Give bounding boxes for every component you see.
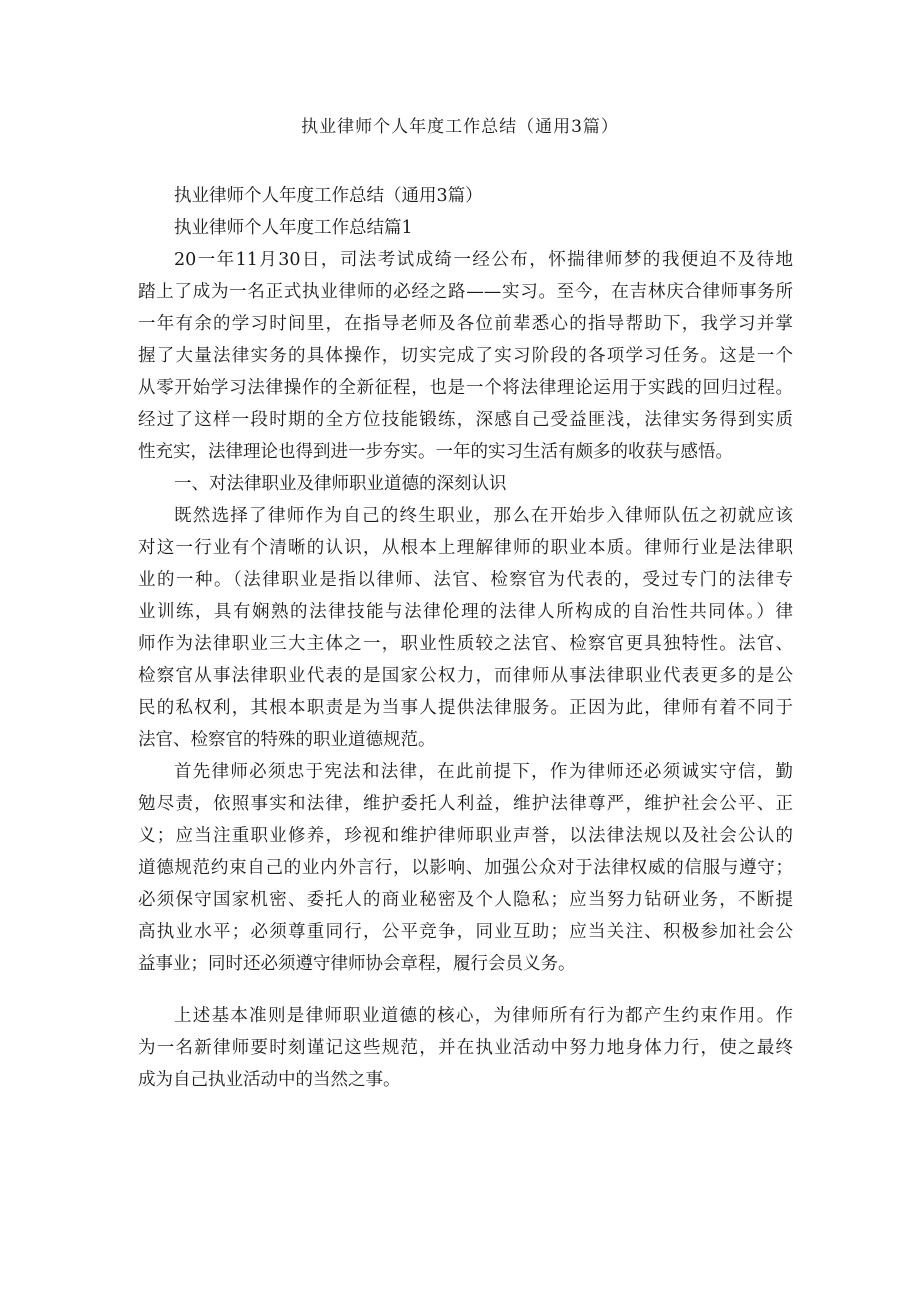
document-subtitle: 执业律师个人年度工作总结（通用3篇）: [174, 186, 483, 206]
paragraph-line: 经过了这样一段时期的全方位技能锻练，深感自己受益匪浅，法律实务得到实质: [138, 410, 793, 430]
paragraph-line: 师作为法律职业三大主体之一，职业性质较之法官、检察官更具独特性。法官、: [138, 634, 793, 654]
paragraph-line: 踏上了成为一名正式执业律师的必经之路——实习。至今，在吉林庆合律师事务所: [138, 282, 793, 302]
paragraph-line: 必须保守国家机密、委托人的商业秘密及个人隐私；应当努力钻研业务，不断提: [138, 890, 793, 910]
paragraph-line: 为一名新律师要时刻谨记这些规范，并在执业活动中努力地身体力行，使之最终: [138, 1038, 793, 1058]
paragraph-line: 益事业；同时还必须遵守律师协会章程，履行会员义务。: [138, 954, 576, 974]
paragraph-line: 业训练，具有娴熟的法律技能与法律伦理的法律人所构成的自治性共同体。）律: [138, 602, 793, 622]
paragraph-line: 义；应当注重职业修养，珍视和维护律师职业声誉，以法律法规以及社会公认的: [138, 826, 793, 846]
paragraph-line: 对这一行业有个清晰的认识，从根本上理解律师的职业本质。律师行业是法律职: [138, 538, 793, 558]
paragraph-line: 道德规范约束自己的业内外言行，以影响、加强公众对于法律权威的信服与遵守；: [138, 858, 793, 878]
paragraph-line: 既然选择了律师作为自己的终生职业，那么在开始步入律师队伍之初就应该: [174, 506, 793, 526]
paragraph-4: [138, 1000, 793, 1096]
paragraph-line: 法官、检察官的特殊的职业道德规范。: [138, 730, 436, 750]
paragraph-spacer: [138, 980, 793, 1000]
paragraph-line: 首先律师必须忠于宪法和法律，在此前提下，作为律师还必须诚实守信，勤: [174, 762, 793, 782]
paragraph-line: 成为自己执业活动中的当然之事。: [138, 1070, 401, 1090]
document-body: [138, 180, 793, 1096]
paragraph-line: 勉尽责，依照事实和法律，维护委托人利益，维护法律尊严，维护社会公平、正: [138, 794, 793, 814]
paragraph-3: [138, 756, 793, 980]
paragraph-2: [138, 500, 793, 756]
paragraph-line: 上述基本准则是律师职业道德的核心，为律师所有行为都产生约束作用。作: [174, 1006, 793, 1026]
document-title: 执业律师个人年度工作总结（通用3篇）: [301, 117, 619, 137]
subheading-1: 一、对法律职业及律师职业道德的深刻认识: [174, 474, 507, 494]
paragraph-line: 20一年11月30日，司法考试成绮一经公布，怀揣律师梦的我便迫不及待地: [174, 250, 793, 270]
paragraph-line: 从零开始学习法律操作的全新征程，也是一个将法律理论运用于实践的回归过程。: [138, 378, 793, 398]
paragraph-line: 性充实，法律理论也得到进一步夯实。一年的实习生活有颇多的收获与感悟。: [138, 442, 733, 462]
paragraph-line: 握了大量法律实务的具体操作，切实完成了实习阶段的各项学习任务。这是一个: [138, 346, 793, 366]
paragraph-1: [138, 244, 793, 468]
paragraph-line: 检察官从事法律职业代表的是国家公权力，而律师从事法律职业代表更多的是公: [138, 666, 793, 686]
paragraph-line: 民的私权利，其根本职责是为当事人提供法律服务。正因为此，律师有着不同于: [138, 698, 793, 718]
paragraph-line: 高执业水平；必须尊重同行，公平竞争，同业互助；应当关注、积极参加社会公: [138, 922, 793, 942]
section-heading: 执业律师个人年度工作总结篇1: [174, 218, 413, 238]
paragraph-line: 一年有余的学习时间里，在指导老师及各位前辈悉心的指导帮助下，我学习并掌: [138, 314, 793, 334]
paragraph-line: 业的一种。（法律职业是指以律师、法官、检察官为代表的，受过专门的法律专: [138, 570, 793, 590]
